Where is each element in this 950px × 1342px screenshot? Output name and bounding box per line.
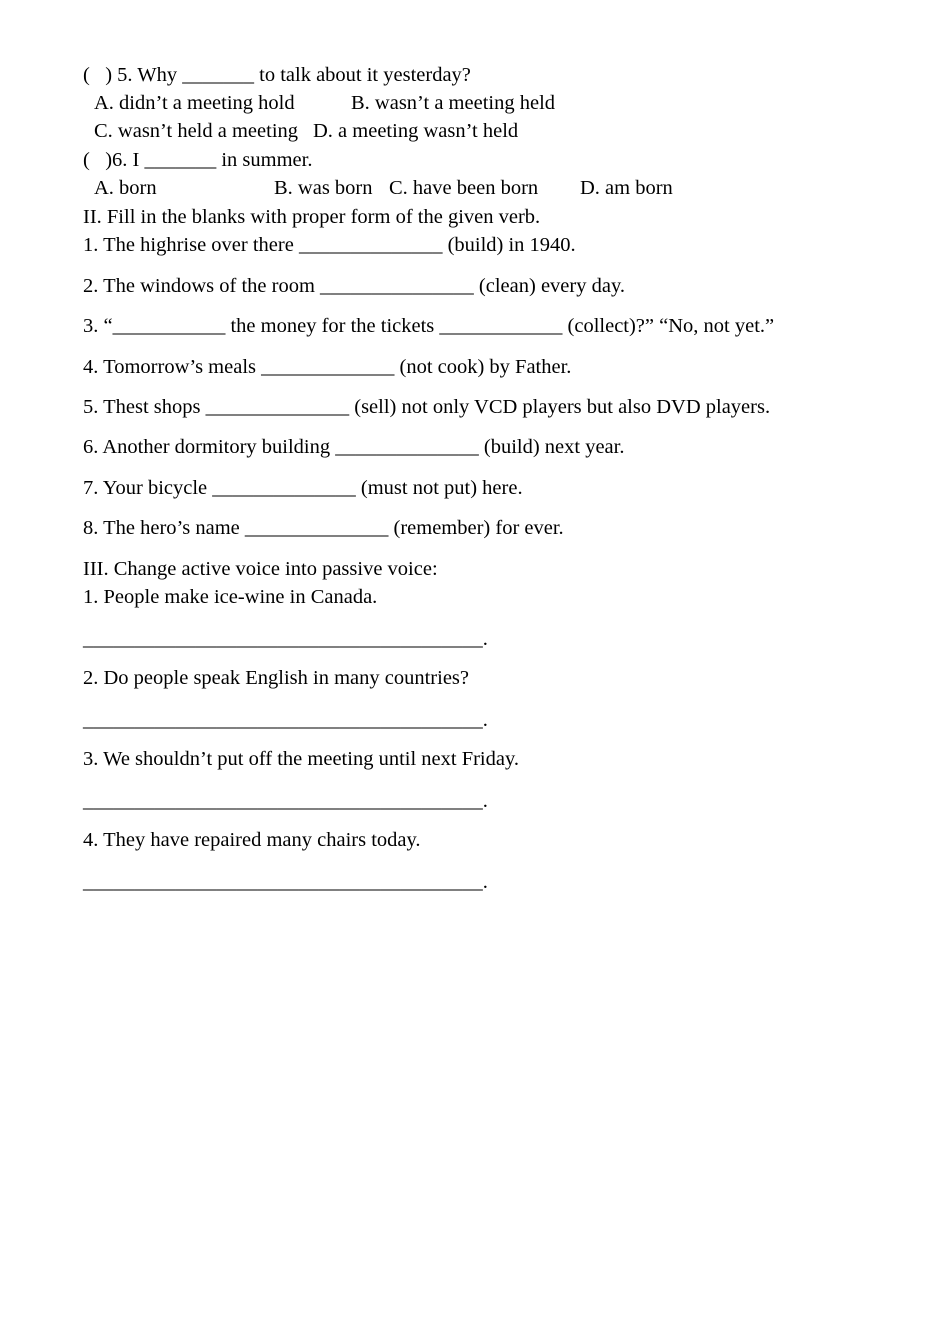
section-2-item: 3. “___________ the money for the tickets ____________ (collect)?” “No, not yet.” [83, 315, 775, 337]
question-5-option-d: D. a meeting wasn’t held [313, 120, 519, 142]
question-5-option-c: C. wasn’t held a meeting [94, 120, 299, 142]
section-3-item: 1. People make ice-wine in Canada. [83, 586, 378, 608]
section-3-item: 4. They have repaired many chairs today. [83, 829, 421, 851]
section-2-item: 4. Tomorrow’s meals _____________ (not cook) by Father. [83, 356, 572, 378]
section-3-item: 3. We shouldn’t put off the meeting until next Friday. [83, 748, 520, 770]
section-2-heading: II. Fill in the blanks with proper form of the given verb. [83, 206, 541, 228]
section-2-item: 1. The highrise over there ______________ (build) in 1940. [83, 234, 576, 256]
question-6-option-d: D. am born [580, 177, 673, 199]
question-5-stem: ( ) 5. Why _______ to talk about it yesterday? [83, 64, 471, 86]
question-5-option-a: A. didn’t a meeting hold [94, 92, 295, 114]
question-6-option-c: C. have been born [389, 177, 539, 199]
section-2-item: 2. The windows of the room _______________ (clean) every day. [83, 275, 625, 297]
answer-line[interactable]: _______________________________________. [83, 790, 488, 812]
answer-line[interactable]: _______________________________________. [83, 628, 488, 650]
section-3-item: 2. Do people speak English in many countries? [83, 667, 469, 689]
question-6-option-a: A. born [94, 177, 157, 199]
question-6-option-b: B. was born [274, 177, 373, 199]
section-2-item: 8. The hero’s name ______________ (remember) for ever. [83, 517, 564, 539]
section-2-item: 6. Another dormitory building ______________ (build) next year. [83, 436, 625, 458]
question-6-stem: ( )6. I _______ in summer. [83, 149, 313, 171]
question-5-option-b: B. wasn’t a meeting held [351, 92, 556, 114]
section-2-item: 5. Thest shops ______________ (sell) not only VCD players but also DVD players. [83, 396, 771, 418]
section-2-item: 7. Your bicycle ______________ (must not put) here. [83, 477, 523, 499]
section-3-heading: III. Change active voice into passive voice: [83, 558, 438, 580]
answer-line[interactable]: _______________________________________. [83, 871, 488, 893]
answer-line[interactable]: _______________________________________. [83, 709, 488, 731]
